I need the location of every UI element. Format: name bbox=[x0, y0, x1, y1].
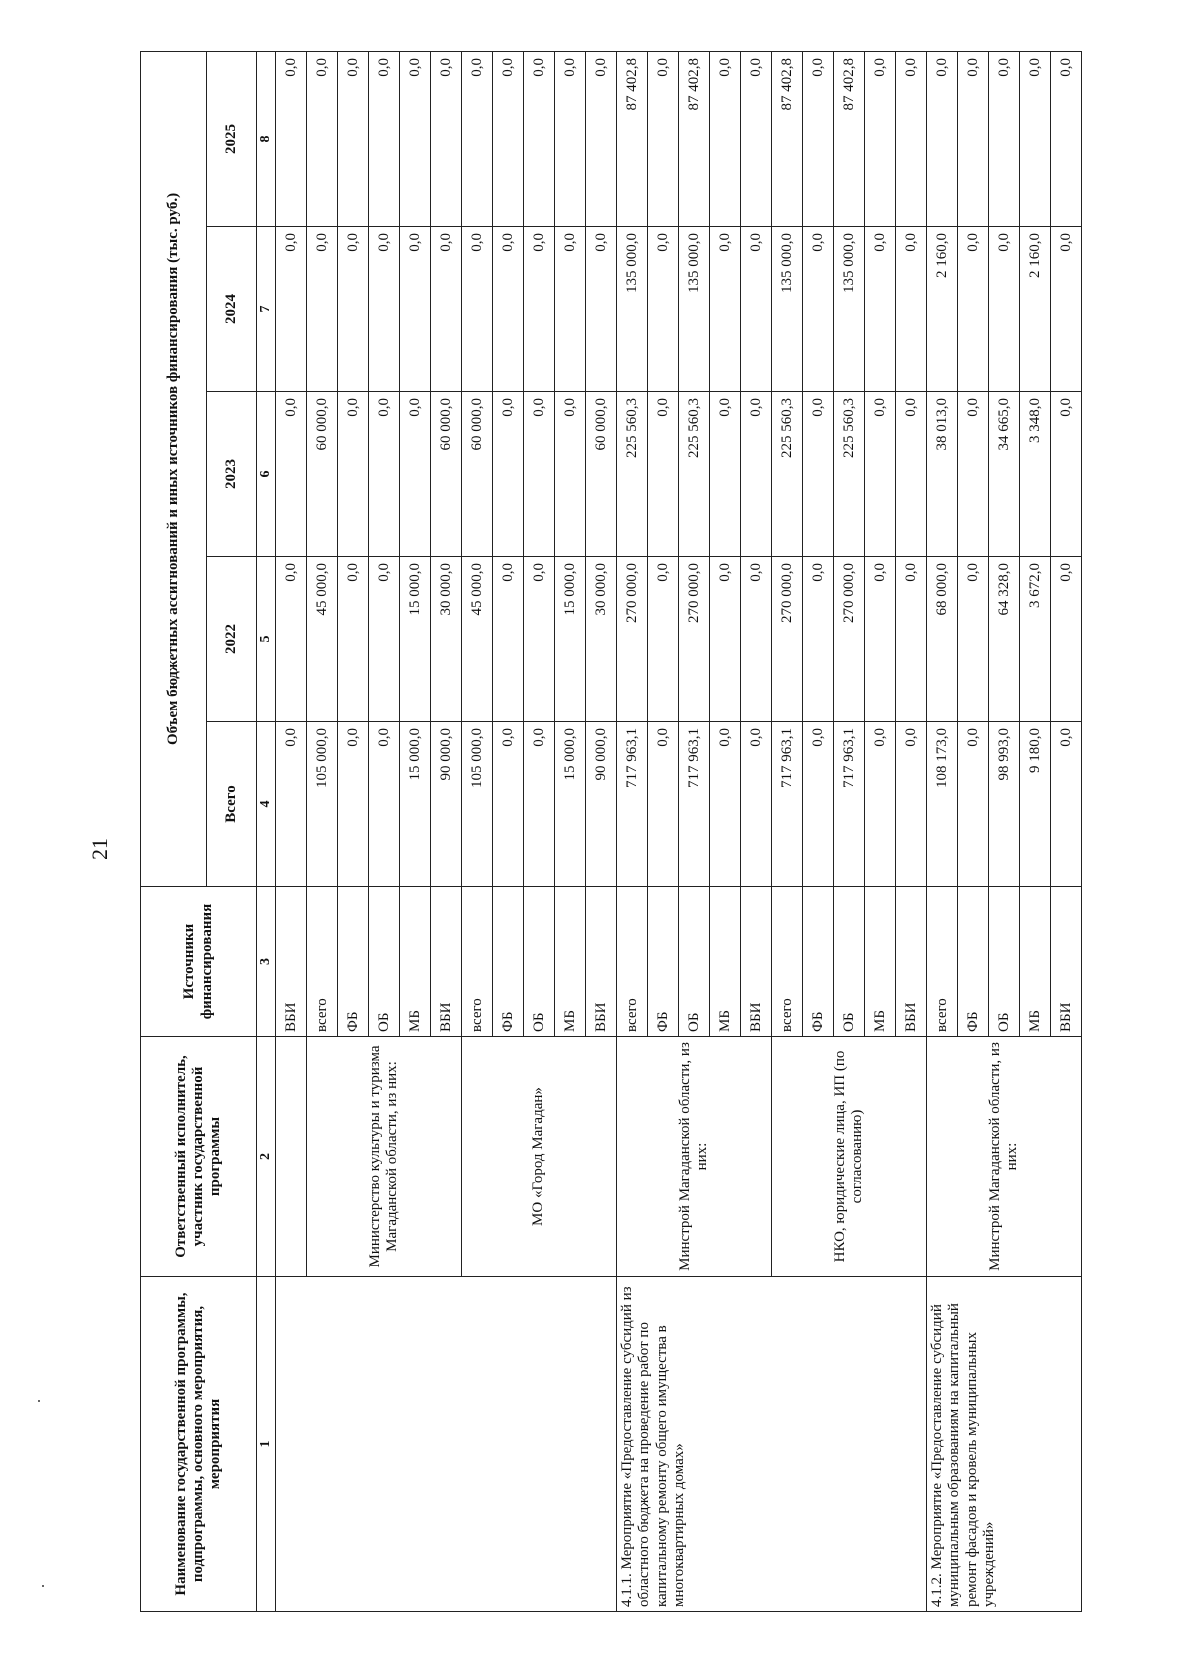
source-cell: МБ bbox=[865, 887, 896, 1037]
value-cell: 15 000,0 bbox=[555, 557, 586, 722]
value-cell: 3 348,0 bbox=[1020, 392, 1051, 557]
column-index: 1 bbox=[257, 1277, 276, 1612]
value-cell: 0,0 bbox=[865, 557, 896, 722]
page-number: 21 bbox=[87, 838, 112, 860]
value-cell: 0,0 bbox=[958, 227, 989, 392]
scan-speck bbox=[42, 1585, 44, 1587]
source-cell: МБ bbox=[400, 887, 431, 1037]
source-cell: ФБ bbox=[958, 887, 989, 1037]
value-cell: 717 963,1 bbox=[772, 722, 803, 887]
value-cell: 87 402,8 bbox=[834, 51, 865, 226]
source-cell: всего bbox=[617, 887, 648, 1037]
source-cell: ОБ bbox=[834, 887, 865, 1037]
value-cell: 60 000,0 bbox=[586, 392, 617, 557]
value-cell: 0,0 bbox=[1051, 722, 1082, 887]
source-cell: МБ bbox=[1020, 887, 1051, 1037]
executor-cell: Минстрой Магаданской области, из них: bbox=[617, 1037, 772, 1277]
source-cell: ОБ bbox=[524, 887, 555, 1037]
value-cell: 717 963,1 bbox=[834, 722, 865, 887]
value-cell: 0,0 bbox=[741, 722, 772, 887]
value-cell: 0,0 bbox=[462, 51, 493, 226]
value-cell: 270 000,0 bbox=[834, 557, 865, 722]
value-cell: 87 402,8 bbox=[679, 51, 710, 226]
value-cell: 0,0 bbox=[865, 392, 896, 557]
value-cell: 0,0 bbox=[586, 227, 617, 392]
value-cell: 0,0 bbox=[741, 557, 772, 722]
value-cell: 225 560,3 bbox=[679, 392, 710, 557]
source-cell: ФБ bbox=[803, 887, 834, 1037]
value-cell: 30 000,0 bbox=[431, 557, 462, 722]
value-cell: 717 963,1 bbox=[617, 722, 648, 887]
value-cell: 0,0 bbox=[803, 557, 834, 722]
table-body bbox=[276, 51, 1082, 1611]
value-cell: 0,0 bbox=[896, 227, 927, 392]
column-index: 4 bbox=[257, 722, 276, 887]
value-cell: 0,0 bbox=[1051, 557, 1082, 722]
value-cell: 60 000,0 bbox=[462, 392, 493, 557]
value-cell: 15 000,0 bbox=[555, 722, 586, 887]
value-cell: 0,0 bbox=[493, 392, 524, 557]
value-cell: 0,0 bbox=[555, 392, 586, 557]
measure-name-cell: 4.1.1. Мероприятие «Предоставление субсидий из областного бюджета на проведение работ по капитальному ремонту общего имущества в многоквартирных домах» bbox=[617, 1277, 927, 1612]
value-cell: 2 160,0 bbox=[927, 227, 958, 392]
value-cell: 135 000,0 bbox=[834, 227, 865, 392]
header-name: Наименование государственной программы, подпрограммы, основного мероприятия, мероприятия bbox=[141, 1277, 257, 1612]
source-cell: всего bbox=[772, 887, 803, 1037]
column-index: 2 bbox=[257, 1037, 276, 1277]
value-cell: 105 000,0 bbox=[307, 722, 338, 887]
value-cell: 0,0 bbox=[741, 392, 772, 557]
value-cell: 0,0 bbox=[400, 227, 431, 392]
column-index: 8 bbox=[257, 51, 276, 226]
value-cell: 15 000,0 bbox=[400, 557, 431, 722]
value-cell: 68 000,0 bbox=[927, 557, 958, 722]
source-cell: ВБИ bbox=[741, 887, 772, 1037]
value-cell: 0,0 bbox=[648, 557, 679, 722]
value-cell: 0,0 bbox=[524, 722, 555, 887]
value-cell: 0,0 bbox=[369, 557, 400, 722]
header-2025: 2025 bbox=[207, 51, 257, 226]
value-cell: 0,0 bbox=[338, 51, 369, 226]
value-cell: 0,0 bbox=[338, 227, 369, 392]
value-cell: 0,0 bbox=[1020, 51, 1051, 226]
value-cell: 0,0 bbox=[276, 722, 307, 887]
value-cell: 108 173,0 bbox=[927, 722, 958, 887]
value-cell: 98 993,0 bbox=[989, 722, 1020, 887]
value-cell: 0,0 bbox=[369, 227, 400, 392]
value-cell: 0,0 bbox=[276, 557, 307, 722]
table-row bbox=[927, 51, 958, 1611]
column-index: 3 bbox=[257, 887, 276, 1037]
source-cell: ФБ bbox=[493, 887, 524, 1037]
source-cell: ВБИ bbox=[896, 887, 927, 1037]
funding-table bbox=[140, 51, 1082, 1612]
value-cell: 135 000,0 bbox=[679, 227, 710, 392]
header-source: Источники финансирования bbox=[141, 887, 257, 1037]
executor-cell bbox=[276, 1037, 307, 1277]
value-cell: 45 000,0 bbox=[307, 557, 338, 722]
value-cell: 87 402,8 bbox=[772, 51, 803, 226]
value-cell: 0,0 bbox=[865, 722, 896, 887]
column-index: 5 bbox=[257, 557, 276, 722]
header-total: Всего bbox=[207, 722, 257, 887]
measure-name-cell: 4.1.2. Мероприятие «Предоставление субсидий муниципальным образованиям на капитальный ремонт фасадов и кровель муниципальных учреждений» bbox=[927, 1277, 1082, 1612]
value-cell: 0,0 bbox=[648, 227, 679, 392]
executor-cell: Минстрой Магаданской области, из них: bbox=[927, 1037, 1082, 1277]
value-cell: 0,0 bbox=[307, 227, 338, 392]
value-cell: 225 560,3 bbox=[772, 392, 803, 557]
value-cell: 0,0 bbox=[400, 51, 431, 226]
value-cell: 135 000,0 bbox=[772, 227, 803, 392]
value-cell: 0,0 bbox=[865, 227, 896, 392]
value-cell: 0,0 bbox=[555, 51, 586, 226]
value-cell: 0,0 bbox=[958, 392, 989, 557]
value-cell: 0,0 bbox=[431, 51, 462, 226]
value-cell: 0,0 bbox=[803, 392, 834, 557]
header-executor: Ответственный исполнитель, участник государственной программы bbox=[141, 1037, 257, 1277]
value-cell: 0,0 bbox=[648, 722, 679, 887]
value-cell: 0,0 bbox=[710, 51, 741, 226]
table-row bbox=[276, 51, 307, 1611]
measure-name-cell bbox=[276, 1277, 617, 1612]
value-cell: 0,0 bbox=[524, 392, 555, 557]
scan-speck bbox=[38, 1400, 40, 1402]
value-cell: 0,0 bbox=[400, 392, 431, 557]
value-cell: 0,0 bbox=[896, 51, 927, 226]
rotated-table-container bbox=[140, 52, 1152, 1612]
value-cell: 0,0 bbox=[338, 392, 369, 557]
source-cell: ОБ bbox=[369, 887, 400, 1037]
value-cell: 2 160,0 bbox=[1020, 227, 1051, 392]
executor-cell: Министерство культуры и туризма Магаданской области, из них: bbox=[307, 1037, 462, 1277]
executor-cell: НКО, юридические лица, ИП (по согласованию) bbox=[772, 1037, 927, 1277]
source-cell: ФБ bbox=[648, 887, 679, 1037]
value-cell: 0,0 bbox=[524, 51, 555, 226]
source-cell: всего bbox=[462, 887, 493, 1037]
source-cell: ВБИ bbox=[586, 887, 617, 1037]
value-cell: 0,0 bbox=[586, 51, 617, 226]
value-cell: 0,0 bbox=[989, 227, 1020, 392]
value-cell: 0,0 bbox=[338, 557, 369, 722]
value-cell: 0,0 bbox=[276, 227, 307, 392]
value-cell: 0,0 bbox=[803, 51, 834, 226]
value-cell: 0,0 bbox=[865, 51, 896, 226]
value-cell: 270 000,0 bbox=[772, 557, 803, 722]
column-index: 6 bbox=[257, 392, 276, 557]
value-cell: 0,0 bbox=[369, 392, 400, 557]
value-cell: 0,0 bbox=[958, 722, 989, 887]
value-cell: 0,0 bbox=[896, 557, 927, 722]
source-cell: ФБ bbox=[338, 887, 369, 1037]
source-cell: ВБИ bbox=[1051, 887, 1082, 1037]
value-cell: 225 560,3 bbox=[834, 392, 865, 557]
value-cell: 90 000,0 bbox=[431, 722, 462, 887]
value-cell: 3 672,0 bbox=[1020, 557, 1051, 722]
value-cell: 0,0 bbox=[896, 392, 927, 557]
value-cell: 0,0 bbox=[710, 227, 741, 392]
value-cell: 0,0 bbox=[555, 227, 586, 392]
value-cell: 0,0 bbox=[648, 392, 679, 557]
value-cell: 717 963,1 bbox=[679, 722, 710, 887]
table-row bbox=[617, 51, 648, 1611]
value-cell: 0,0 bbox=[524, 227, 555, 392]
value-cell: 270 000,0 bbox=[617, 557, 648, 722]
value-cell: 0,0 bbox=[1051, 227, 1082, 392]
value-cell: 30 000,0 bbox=[586, 557, 617, 722]
header-2024: 2024 bbox=[207, 227, 257, 392]
value-cell: 0,0 bbox=[989, 51, 1020, 226]
value-cell: 0,0 bbox=[896, 722, 927, 887]
source-cell: ОБ bbox=[679, 887, 710, 1037]
value-cell: 0,0 bbox=[741, 227, 772, 392]
column-index: 7 bbox=[257, 227, 276, 392]
value-cell: 0,0 bbox=[431, 227, 462, 392]
value-cell: 0,0 bbox=[276, 392, 307, 557]
value-cell: 0,0 bbox=[710, 392, 741, 557]
value-cell: 225 560,3 bbox=[617, 392, 648, 557]
value-cell: 0,0 bbox=[493, 227, 524, 392]
value-cell: 0,0 bbox=[369, 51, 400, 226]
source-cell: ОБ bbox=[989, 887, 1020, 1037]
value-cell: 0,0 bbox=[648, 51, 679, 226]
value-cell: 0,0 bbox=[369, 722, 400, 887]
source-cell: ВБИ bbox=[431, 887, 462, 1037]
value-cell: 15 000,0 bbox=[400, 722, 431, 887]
value-cell: 0,0 bbox=[958, 51, 989, 226]
value-cell: 0,0 bbox=[1051, 392, 1082, 557]
value-cell: 0,0 bbox=[958, 557, 989, 722]
value-cell: 34 665,0 bbox=[989, 392, 1020, 557]
value-cell: 0,0 bbox=[1051, 51, 1082, 226]
value-cell: 90 000,0 bbox=[586, 722, 617, 887]
value-cell: 0,0 bbox=[338, 722, 369, 887]
header-2022: 2022 bbox=[207, 557, 257, 722]
value-cell: 0,0 bbox=[493, 722, 524, 887]
value-cell: 64 328,0 bbox=[989, 557, 1020, 722]
source-cell: МБ bbox=[555, 887, 586, 1037]
header-2023: 2023 bbox=[207, 392, 257, 557]
value-cell: 38 013,0 bbox=[927, 392, 958, 557]
value-cell: 0,0 bbox=[927, 51, 958, 226]
source-cell: МБ bbox=[710, 887, 741, 1037]
value-cell: 105 000,0 bbox=[462, 722, 493, 887]
source-cell: ВБИ bbox=[276, 887, 307, 1037]
value-cell: 0,0 bbox=[493, 51, 524, 226]
value-cell: 135 000,0 bbox=[617, 227, 648, 392]
value-cell: 270 000,0 bbox=[679, 557, 710, 722]
value-cell: 45 000,0 bbox=[462, 557, 493, 722]
value-cell: 0,0 bbox=[803, 722, 834, 887]
header-funding-group: Объем бюджетных ассигнований и иных источников финансирования (тыс. руб.) bbox=[141, 51, 207, 886]
value-cell: 0,0 bbox=[524, 557, 555, 722]
source-cell: всего bbox=[927, 887, 958, 1037]
table-header bbox=[141, 51, 276, 1611]
value-cell: 0,0 bbox=[710, 722, 741, 887]
value-cell: 0,0 bbox=[493, 557, 524, 722]
value-cell: 0,0 bbox=[307, 51, 338, 226]
value-cell: 0,0 bbox=[276, 51, 307, 226]
value-cell: 0,0 bbox=[741, 51, 772, 226]
value-cell: 0,0 bbox=[803, 227, 834, 392]
value-cell: 9 180,0 bbox=[1020, 722, 1051, 887]
value-cell: 0,0 bbox=[462, 227, 493, 392]
value-cell: 0,0 bbox=[710, 557, 741, 722]
value-cell: 87 402,8 bbox=[617, 51, 648, 226]
value-cell: 60 000,0 bbox=[307, 392, 338, 557]
executor-cell: МО «Город Магадан» bbox=[462, 1037, 617, 1277]
value-cell: 60 000,0 bbox=[431, 392, 462, 557]
source-cell: всего bbox=[307, 887, 338, 1037]
